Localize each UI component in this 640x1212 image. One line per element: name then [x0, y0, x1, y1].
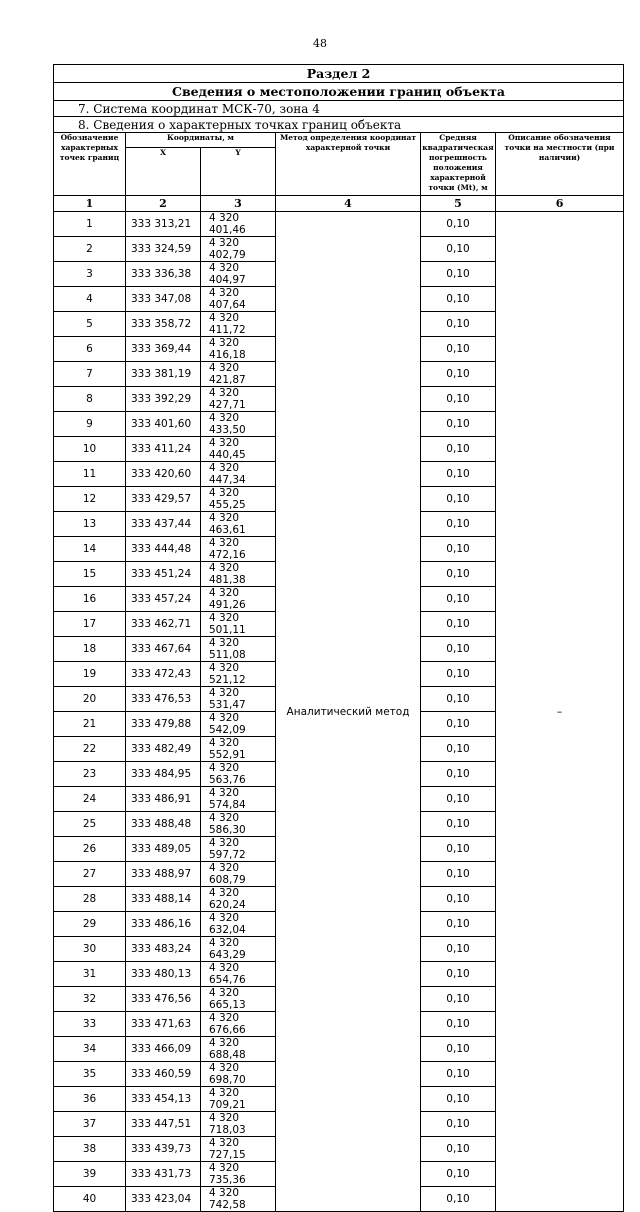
coord-y: 4 320 597,72 [201, 837, 276, 862]
coord-y: 4 320 501,11 [201, 612, 276, 637]
coord-y: 4 320 472,16 [201, 537, 276, 562]
accuracy-value: 0,10 [421, 787, 496, 812]
coord-y: 4 320 404,97 [201, 262, 276, 287]
coord-x: 333 476,56 [126, 987, 201, 1012]
accuracy-value: 0,10 [421, 1012, 496, 1037]
coordinate-system-line: 7. Система координат МСК-70, зона 4 [54, 101, 624, 117]
point-number: 35 [54, 1062, 126, 1087]
column-number: 6 [496, 196, 624, 212]
point-number: 1 [54, 212, 126, 237]
point-number: 32 [54, 987, 126, 1012]
coord-x: 333 486,16 [126, 912, 201, 937]
section-subtitle: Сведения о местоположении границ объекта [54, 83, 624, 101]
coord-x: 333 439,73 [126, 1137, 201, 1162]
header-coordinates: Координаты, м [126, 133, 276, 148]
accuracy-value: 0,10 [421, 237, 496, 262]
coord-x: 333 392,29 [126, 387, 201, 412]
coord-x: 333 447,51 [126, 1112, 201, 1137]
point-number: 14 [54, 537, 126, 562]
point-number: 40 [54, 1187, 126, 1212]
header-x: X [126, 148, 201, 196]
point-number: 29 [54, 912, 126, 937]
coord-x: 333 466,09 [126, 1037, 201, 1062]
coord-y: 4 320 586,30 [201, 812, 276, 837]
coord-y: 4 320 632,04 [201, 912, 276, 937]
coord-x: 333 313,21 [126, 212, 201, 237]
coord-x: 333 484,95 [126, 762, 201, 787]
point-number: 3 [54, 262, 126, 287]
boundary-points-table [53, 64, 624, 1212]
coord-x: 333 429,57 [126, 487, 201, 512]
coord-y: 4 320 463,61 [201, 512, 276, 537]
point-number: 37 [54, 1112, 126, 1137]
coord-y: 4 320 574,84 [201, 787, 276, 812]
coord-y: 4 320 421,87 [201, 362, 276, 387]
column-number: 5 [421, 196, 496, 212]
point-number: 6 [54, 337, 126, 362]
point-number: 20 [54, 687, 126, 712]
coord-y: 4 320 455,25 [201, 487, 276, 512]
accuracy-value: 0,10 [421, 512, 496, 537]
column-number: 2 [126, 196, 201, 212]
coord-x: 333 431,73 [126, 1162, 201, 1187]
accuracy-value: 0,10 [421, 837, 496, 862]
coord-x: 333 411,24 [126, 437, 201, 462]
point-number: 19 [54, 662, 126, 687]
header-description: Описание обозначения точки на местности (при наличии) [496, 133, 624, 196]
coord-x: 333 482,49 [126, 737, 201, 762]
point-number: 16 [54, 587, 126, 612]
point-number: 33 [54, 1012, 126, 1037]
accuracy-value: 0,10 [421, 962, 496, 987]
accuracy-value: 0,10 [421, 1187, 496, 1212]
accuracy-value: 0,10 [421, 987, 496, 1012]
coord-y: 4 320 407,64 [201, 287, 276, 312]
coord-x: 333 479,88 [126, 712, 201, 737]
point-number: 10 [54, 437, 126, 462]
point-number: 17 [54, 612, 126, 637]
point-number: 15 [54, 562, 126, 587]
accuracy-value: 0,10 [421, 862, 496, 887]
coord-y: 4 320 709,21 [201, 1087, 276, 1112]
coord-x: 333 381,19 [126, 362, 201, 387]
point-number: 36 [54, 1087, 126, 1112]
header-method: Метод определения координат характерной точки [276, 133, 421, 196]
accuracy-value: 0,10 [421, 1112, 496, 1137]
column-number: 3 [201, 196, 276, 212]
point-number: 25 [54, 812, 126, 837]
coord-x: 333 489,05 [126, 837, 201, 862]
accuracy-value: 0,10 [421, 1087, 496, 1112]
coord-x: 333 471,63 [126, 1012, 201, 1037]
coord-x: 333 486,91 [126, 787, 201, 812]
column-number: 4 [276, 196, 421, 212]
point-number: 28 [54, 887, 126, 912]
coord-y: 4 320 735,36 [201, 1162, 276, 1187]
coord-x: 333 472,43 [126, 662, 201, 687]
coord-y: 4 320 542,09 [201, 712, 276, 737]
point-number: 18 [54, 637, 126, 662]
coord-y: 4 320 620,24 [201, 887, 276, 912]
coord-y: 4 320 727,15 [201, 1137, 276, 1162]
accuracy-value: 0,10 [421, 337, 496, 362]
coord-x: 333 480,13 [126, 962, 201, 987]
accuracy-value: 0,10 [421, 737, 496, 762]
coord-y: 4 320 654,76 [201, 962, 276, 987]
coord-x: 333 454,13 [126, 1087, 201, 1112]
accuracy-value: 0,10 [421, 537, 496, 562]
coord-y: 4 320 427,71 [201, 387, 276, 412]
point-number: 23 [54, 762, 126, 787]
coord-x: 333 488,97 [126, 862, 201, 887]
point-number: 2 [54, 237, 126, 262]
characteristic-points-line: 8. Сведения о характерных точках границ объекта [54, 117, 624, 133]
header-y: Y [201, 148, 276, 196]
coord-y: 4 320 742,58 [201, 1187, 276, 1212]
coord-y: 4 320 416,18 [201, 337, 276, 362]
coord-y: 4 320 481,38 [201, 562, 276, 587]
coord-y: 4 320 718,03 [201, 1112, 276, 1137]
point-number: 31 [54, 962, 126, 987]
accuracy-value: 0,10 [421, 437, 496, 462]
accuracy-value: 0,10 [421, 562, 496, 587]
coord-y: 4 320 491,26 [201, 587, 276, 612]
accuracy-value: 0,10 [421, 262, 496, 287]
point-number: 7 [54, 362, 126, 387]
section-title: Раздел 2 [54, 65, 624, 83]
description-value: – [496, 212, 624, 1212]
accuracy-value: 0,10 [421, 712, 496, 737]
accuracy-value: 0,10 [421, 1137, 496, 1162]
accuracy-value: 0,10 [421, 587, 496, 612]
accuracy-value: 0,10 [421, 412, 496, 437]
accuracy-value: 0,10 [421, 612, 496, 637]
coord-x: 333 488,48 [126, 812, 201, 837]
coord-y: 4 320 676,66 [201, 1012, 276, 1037]
coord-y: 4 320 511,08 [201, 637, 276, 662]
accuracy-value: 0,10 [421, 1062, 496, 1087]
coord-x: 333 401,60 [126, 412, 201, 437]
coord-x: 333 369,44 [126, 337, 201, 362]
coord-y: 4 320 521,12 [201, 662, 276, 687]
accuracy-value: 0,10 [421, 637, 496, 662]
coord-y: 4 320 411,72 [201, 312, 276, 337]
point-number: 30 [54, 937, 126, 962]
point-number: 26 [54, 837, 126, 862]
column-number: 1 [54, 196, 126, 212]
point-number: 11 [54, 462, 126, 487]
coord-y: 4 320 531,47 [201, 687, 276, 712]
accuracy-value: 0,10 [421, 387, 496, 412]
point-number: 24 [54, 787, 126, 812]
coord-y: 4 320 698,70 [201, 1062, 276, 1087]
coord-x: 333 420,60 [126, 462, 201, 487]
accuracy-value: 0,10 [421, 487, 496, 512]
accuracy-value: 0,10 [421, 212, 496, 237]
coord-x: 333 444,48 [126, 537, 201, 562]
point-number: 8 [54, 387, 126, 412]
coord-x: 333 423,04 [126, 1187, 201, 1212]
method-value: Аналитический метод [276, 212, 421, 1212]
coord-y: 4 320 447,34 [201, 462, 276, 487]
accuracy-value: 0,10 [421, 887, 496, 912]
point-number: 27 [54, 862, 126, 887]
coord-x: 333 451,24 [126, 562, 201, 587]
point-number: 21 [54, 712, 126, 737]
coord-x: 333 476,53 [126, 687, 201, 712]
coord-y: 4 320 665,13 [201, 987, 276, 1012]
accuracy-value: 0,10 [421, 1037, 496, 1062]
accuracy-value: 0,10 [421, 937, 496, 962]
coord-y: 4 320 563,76 [201, 762, 276, 787]
accuracy-value: 0,10 [421, 687, 496, 712]
coord-x: 333 457,24 [126, 587, 201, 612]
coord-x: 333 336,38 [126, 262, 201, 287]
coord-x: 333 347,08 [126, 287, 201, 312]
coord-x: 333 460,59 [126, 1062, 201, 1087]
point-number: 13 [54, 512, 126, 537]
page-number: 48 [313, 37, 327, 50]
coord-x: 333 462,71 [126, 612, 201, 637]
accuracy-value: 0,10 [421, 662, 496, 687]
accuracy-value: 0,10 [421, 362, 496, 387]
coord-y: 4 320 552,91 [201, 737, 276, 762]
coord-y: 4 320 608,79 [201, 862, 276, 887]
accuracy-value: 0,10 [421, 1162, 496, 1187]
point-number: 5 [54, 312, 126, 337]
accuracy-value: 0,10 [421, 462, 496, 487]
point-number: 34 [54, 1037, 126, 1062]
accuracy-value: 0,10 [421, 912, 496, 937]
coord-x: 333 358,72 [126, 312, 201, 337]
point-number: 12 [54, 487, 126, 512]
accuracy-value: 0,10 [421, 812, 496, 837]
point-number: 9 [54, 412, 126, 437]
coord-x: 333 488,14 [126, 887, 201, 912]
accuracy-value: 0,10 [421, 287, 496, 312]
accuracy-value: 0,10 [421, 762, 496, 787]
table-row [54, 212, 624, 237]
coord-x: 333 483,24 [126, 937, 201, 962]
coord-y: 4 320 688,48 [201, 1037, 276, 1062]
coord-y: 4 320 401,46 [201, 212, 276, 237]
header-designation: Обозначение характерных точек границ [54, 133, 126, 196]
coord-y: 4 320 643,29 [201, 937, 276, 962]
point-number: 4 [54, 287, 126, 312]
point-number: 22 [54, 737, 126, 762]
header-accuracy: Средняя квадратическая погрешность положения характерной точки (Mt), м [421, 133, 496, 196]
point-number: 38 [54, 1137, 126, 1162]
point-number: 39 [54, 1162, 126, 1187]
coord-y: 4 320 433,50 [201, 412, 276, 437]
coord-y: 4 320 402,79 [201, 237, 276, 262]
accuracy-value: 0,10 [421, 312, 496, 337]
coord-x: 333 324,59 [126, 237, 201, 262]
coord-x: 333 437,44 [126, 512, 201, 537]
coord-x: 333 467,64 [126, 637, 201, 662]
coord-y: 4 320 440,45 [201, 437, 276, 462]
